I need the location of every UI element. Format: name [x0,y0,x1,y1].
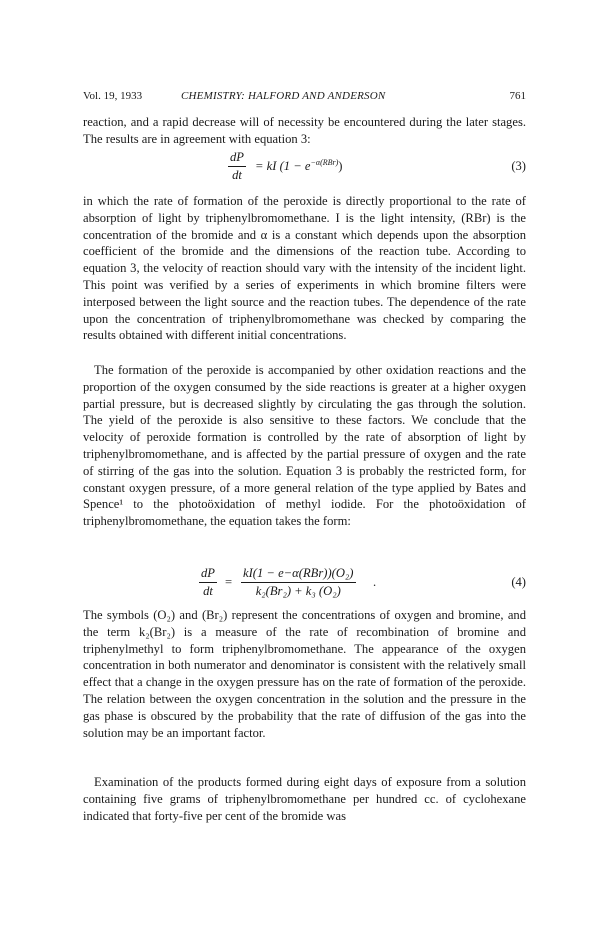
paragraph-2-text: in which the rate of formation of the peroxide is directly proportional to the rate of absorption of light by triphenylbromomethane. I is the light intensity, (RBr) is the concentration of the bromide and α is a constant which depends upon the absorption coefficient of the bromide and the dimensions of the reaction tube. According to equation 3, the velocity of reaction should vary with the intensity of the incident light. This point was verified by a series of experiments in which bromine filters were interposed between the light source and the reaction tubes. The dependence of the rate upon the concentration of triphenylbromomethane was checked by comparing the results obtained with different initial concentrations. [83,194,526,343]
equation-4-period: . [373,575,377,589]
equation-3-rhs [255,158,342,174]
equation-3-numerator: dP [228,150,246,167]
equation-4-equals: = [225,575,233,589]
volume-label: Vol. 19, 1933 [83,90,143,102]
equation-3-denominator: dt [232,168,242,182]
paragraph-1 [83,114,526,148]
equation-4 [83,566,526,602]
page-number: 761 [509,90,526,102]
paragraph-5-text: Examination of the products formed during eight days of exposure from a solution containing five grams of triphenylbromomethane per hundred cc. of cyclohexane indicated that forty-five per cent of the bromide was [83,775,526,823]
running-title: CHEMISTRY: HALFORD AND ANDERSON [181,90,386,102]
equation-3-number: (3) [511,159,526,173]
equation-3 [83,150,526,184]
equation-4-lhs-denominator: dt [203,584,213,598]
equation-4-rhs-denominator: k₂(Br₂) + k₃ (O₂) [255,584,341,598]
equation-4-rhs-numerator: kI(1 − e−α(RBr))(O₂) [241,566,356,583]
running-header [83,88,526,104]
paragraph-5 [83,774,526,824]
paragraph-3-text: The formation of the peroxide is accompanied by other oxidation reactions and the proportion of the oxygen consumed by the side reactions is greater at a higher oxygen partial pressure, but is decreased slightly by circulating the gas through the solution. The yield of the peroxide is also sensitive to these factors. We conclude that the velocity of peroxide formation is controlled by the rate of absorption of light by triphenylbromomethane, and is affected by the partial pressure of oxygen and the rate of stirring of the gas into the solution. Equation 3 is probably the restricted form, for constant oxygen pressure, of a more general relation of the type applied by Bates and Spence¹ to the photoöxidation of methyl iodide. For the photoöxidation of triphenylbromomethane, the equation takes the form: [83,363,526,529]
paragraph-4-text: The symbols (O₂) and (Br₂) represent the concentrations of oxygen and bromine, and the term k₂(Br₂) is a measure of the rate of recombination of bromine and triphenylmethyl to form triphenylbromomethane. The appearance of the oxygen concentration in both numerator and denominator is consistent with the relatively small effect that a change in the oxygen pressure has on the rate of formation of the peroxide. The relation between the oxygen concentration in the solution and the pressure in the gas phase is obscured by the probability that the rate of diffusion of the gas into the solution may be an important factor. [83,608,526,740]
equation-4-number: (4) [511,575,526,589]
equation-4-rhs-fraction [241,566,356,599]
paragraph-2 [83,193,526,344]
equation-4-lhs-numerator: dP [199,566,217,583]
paragraph-1-text: reaction, and a rapid decrease will of necessity be encountered during the later stages. The results are in agreement with equation 3: [83,115,526,146]
equation-3-exponent: −α(RBr) [310,157,339,167]
equation-3-fraction [228,150,246,183]
paragraph-3 [83,362,526,530]
equation-3-rhs-close: ) [338,159,343,173]
equation-3-rhs-main: = kI (1 − e [255,159,311,173]
equation-4-lhs-fraction [199,566,217,599]
paragraph-4 [83,607,526,741]
